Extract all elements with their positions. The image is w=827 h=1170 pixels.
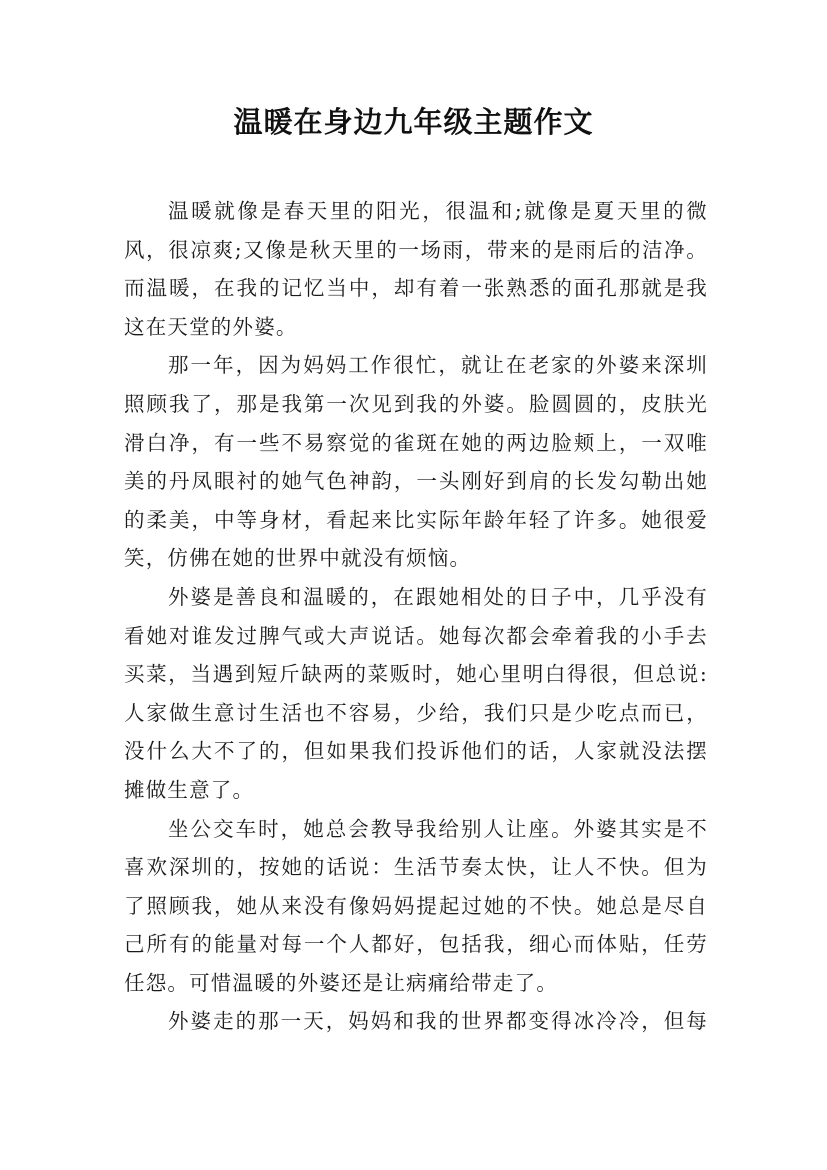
text-line: 这在天堂的外婆。	[124, 314, 298, 339]
text-line: 温暖就像是春天里的阳光，很温和;就像是夏天里的微	[168, 199, 708, 223]
essay-body	[124, 192, 708, 1041]
text-line: 的柔美，中等身材，看起来比实际年龄年轻了许多。她很爱	[124, 507, 708, 532]
text-line: 人家做生意讨生活也不容易，少给，我们只是少吃点而已，	[124, 700, 708, 725]
text-line: 坐公交车时，她总会教导我给别人让座。外婆其实是不	[168, 816, 708, 841]
text-line: 没什么大不了的，但如果我们投诉他们的话，人家就没法摆	[124, 739, 708, 764]
text-line: 笑，仿佛在她的世界中就没有烦恼。	[124, 546, 472, 571]
text-line: 任怨。可惜温暖的外婆还是让病痛给带走了。	[124, 970, 558, 995]
text-line: 己所有的能量对每一个人都好，包括我，细心而体贴，任劳	[124, 932, 708, 957]
text-line: 看她对谁发过脾气或大声说话。她每次都会牵着我的小手去	[124, 623, 708, 648]
text-line: 外婆是善良和温暖的，在跟她相处的日子中，几乎没有	[168, 584, 708, 609]
text-line: 了照顾我，她从来没有像妈妈提起过她的不快。她总是尽自	[124, 893, 708, 918]
document-title: 温暖在身边九年级主题作文	[233, 105, 594, 139]
text-line: 买菜，当遇到短斤缺两的菜贩时，她心里明白得很，但总说:	[124, 662, 708, 687]
text-line: 照顾我了，那是我第一次见到我的外婆。脸圆圆的，皮肤光	[124, 391, 708, 416]
text-line: 风，很凉爽;又像是秋天里的一场雨，带来的是雨后的洁净。	[124, 237, 708, 262]
text-line: 而温暖，在我的记忆当中，却有着一张熟悉的面孔那就是我	[124, 276, 708, 301]
text-line: 外婆走的那一天，妈妈和我的世界都变得冰冷冷，但每	[168, 1009, 708, 1034]
text-line: 美的丹凤眼衬的她气色神韵，一头刚好到肩的长发勾勒出她	[124, 469, 708, 494]
text-line: 摊做生意了。	[124, 777, 255, 802]
text-line: 那一年，因为妈妈工作很忙，就让在老家的外婆来深圳	[168, 353, 708, 378]
text-line: 滑白净，有一些不易察觉的雀斑在她的两边脸颊上，一双唯	[124, 430, 708, 455]
text-line: 喜欢深圳的，按她的话说：生活节奏太快，让人不快。但为	[124, 855, 708, 880]
